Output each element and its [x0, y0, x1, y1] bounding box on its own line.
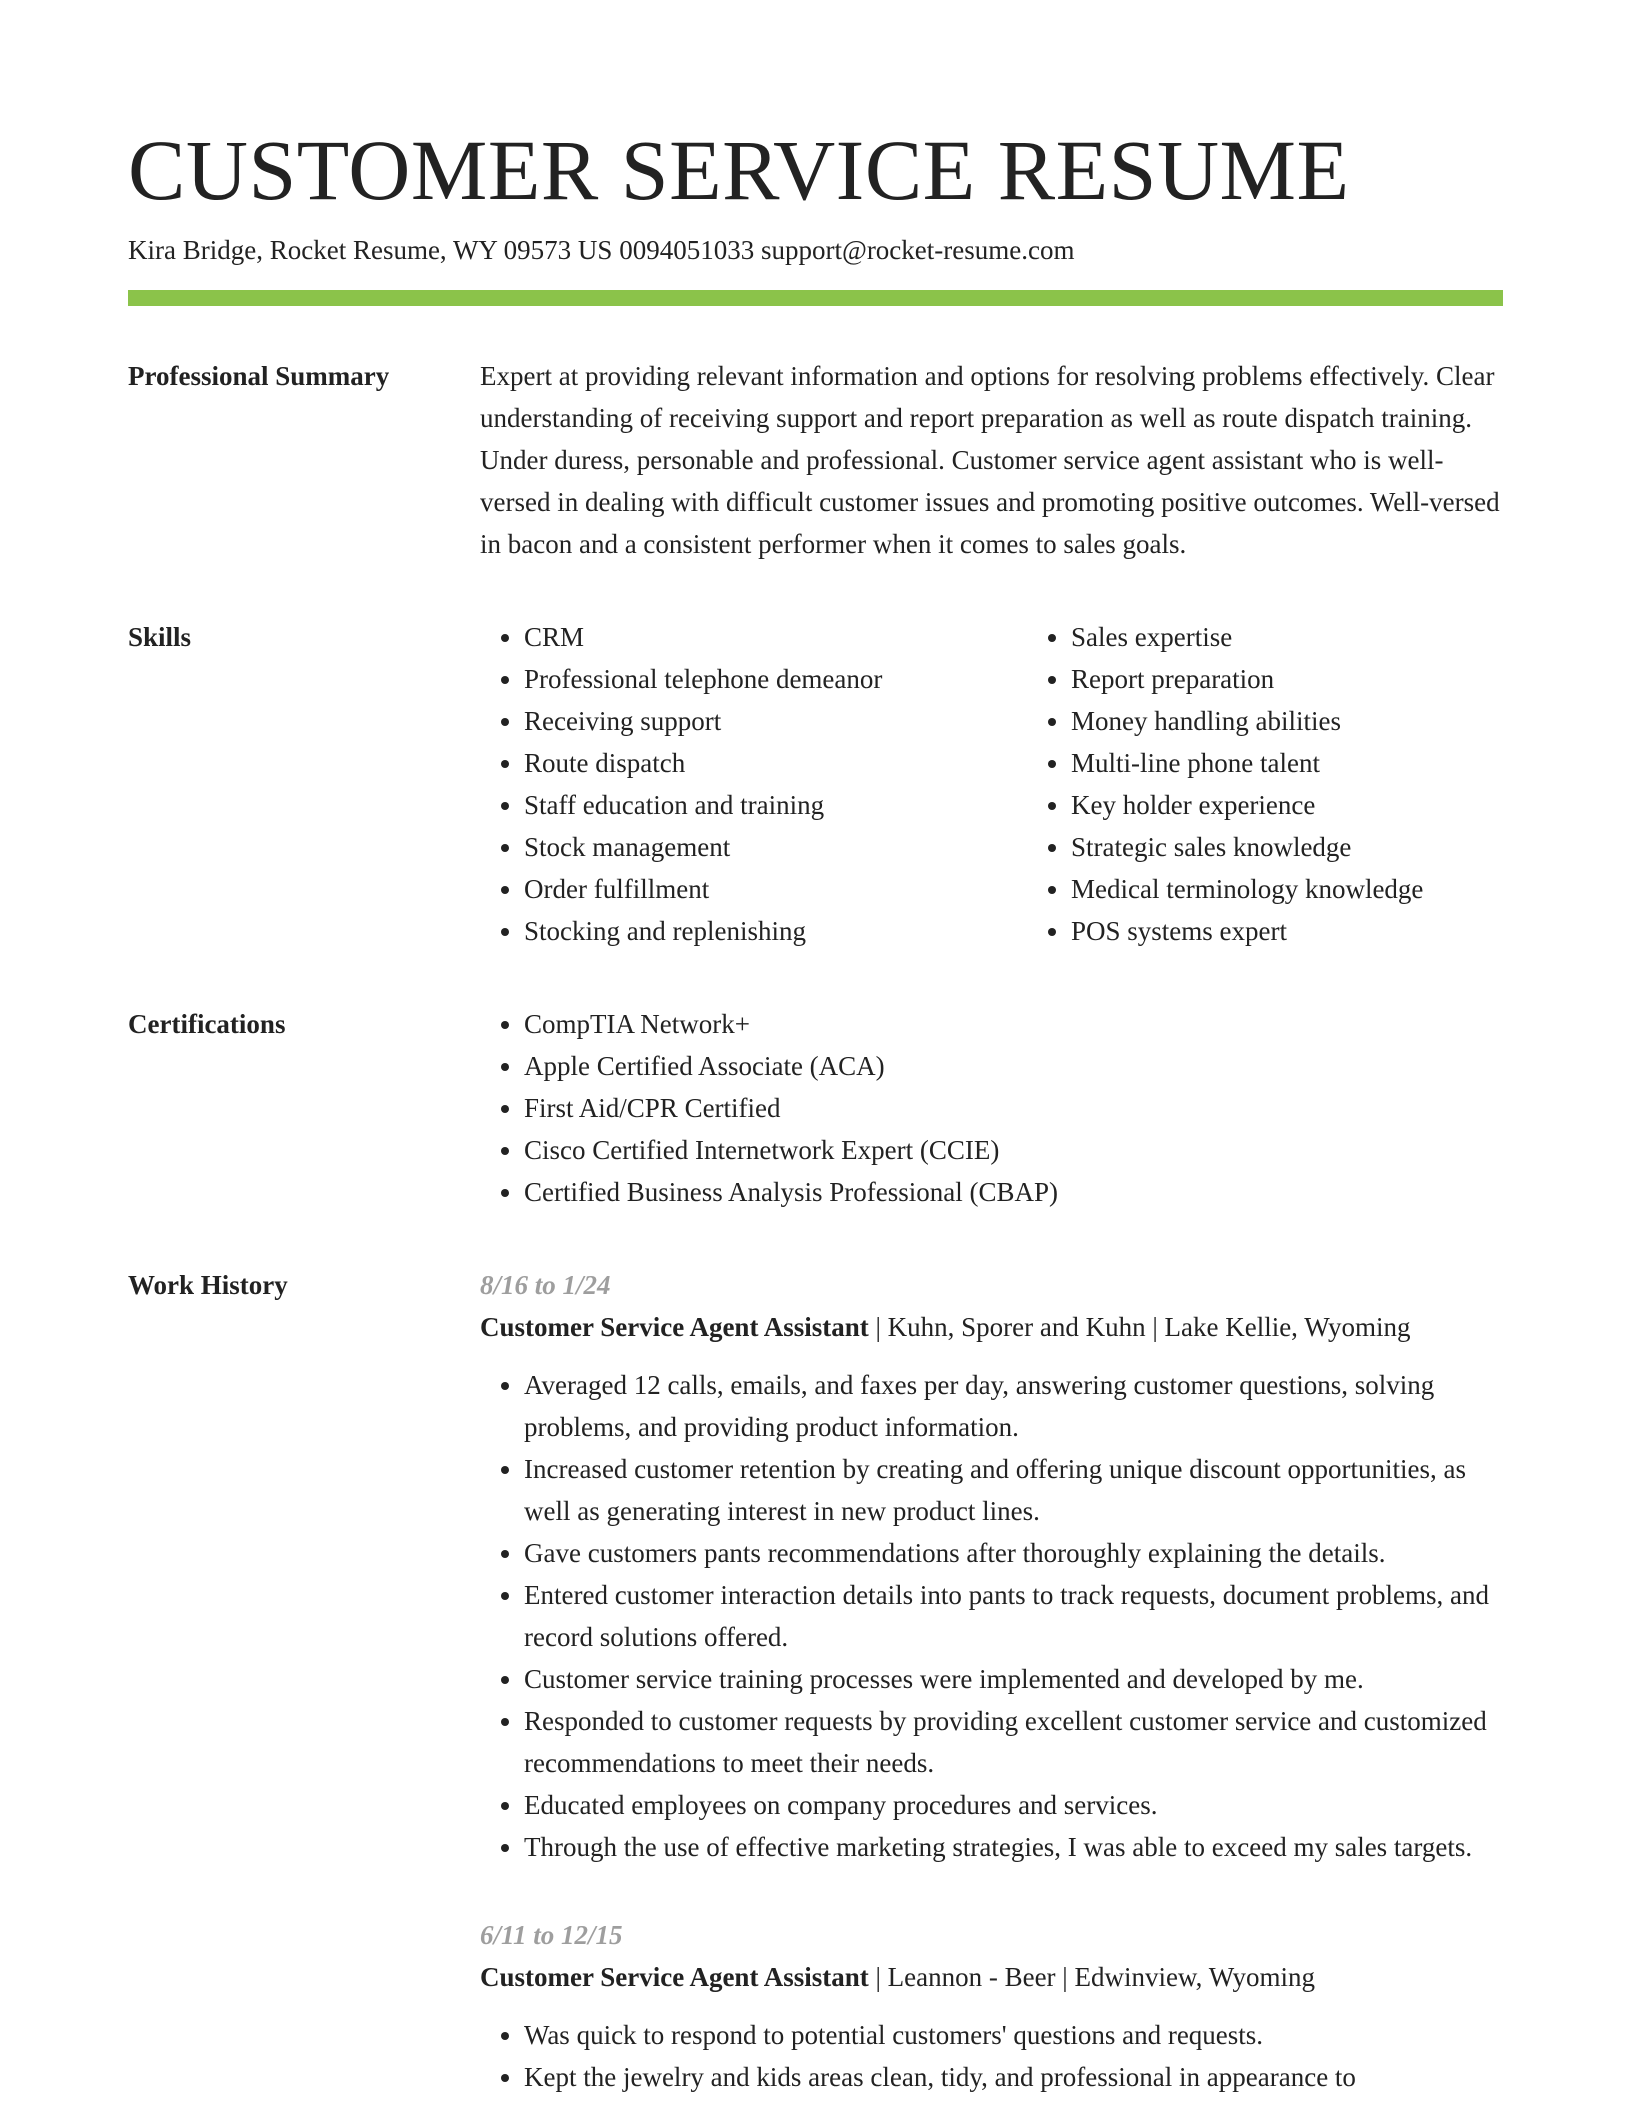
skill-item: • Staff education and training	[524, 784, 1027, 826]
job-duty: • Increased customer retention by creating and offering unique discount opportunities, as well as generating interest in new product lines.	[524, 1448, 1503, 1532]
summary-text: Expert at providing relevant information and options for resolving problems effectively. Clear understanding of receiving support and report preparation as well as route dispatch training. Under duress, personable and professional. Customer service agent assistant who is well-versed in dealing with difficult customer issues and promoting positive outcomes. Well-versed in bacon and a consistent performer when it comes to sales goals.	[480, 361, 1500, 559]
job-duty: • Through the use of effective marketing strategies, I was able to exceed my sales targets.	[524, 1826, 1503, 1868]
skill-item: • Report preparation	[1071, 658, 1423, 700]
job-location: Edwinview, Wyoming	[1074, 1962, 1316, 1992]
job-company: Kuhn, Sporer and Kuhn	[887, 1312, 1146, 1342]
job-title: Customer Service Agent Assistant	[480, 1962, 869, 1992]
job-dates: 8/16 to 1/24	[480, 1270, 611, 1300]
certification-item: • Cisco Certified Internetwork Expert (CCIE)	[524, 1129, 1503, 1171]
contact-email: support@rocket-resume.com	[760, 235, 1075, 265]
job-header	[480, 1306, 1503, 1348]
skills-list-left	[480, 616, 1027, 952]
skill-item: • Stocking and replenishing	[524, 910, 1027, 952]
skill-item: • CRM	[524, 616, 1027, 658]
contact-name: Kira Bridge,	[128, 235, 263, 265]
skills-section	[128, 616, 1503, 952]
certifications-heading: Certifications	[128, 1009, 286, 1039]
job-duty: • Averaged 12 calls, emails, and faxes per day, answering customer questions, solving problems, and providing product information.	[524, 1364, 1503, 1448]
skill-item: • Sales expertise	[1071, 616, 1423, 658]
summary-section	[128, 355, 1503, 565]
job-duty: • Was quick to respond to potential customers' questions and requests.	[524, 2014, 1503, 2056]
job-duties-list	[480, 1364, 1503, 1868]
contact-phone: 0094051033	[619, 235, 755, 265]
skill-item: • Professional telephone demeanor	[524, 658, 1027, 700]
skill-item: • Strategic sales knowledge	[1071, 826, 1423, 868]
job-dates: 6/11 to 12/15	[480, 1920, 623, 1950]
skill-item: • Receiving support	[524, 700, 1027, 742]
job-entry	[480, 1914, 1503, 2098]
skill-item: • Stock management	[524, 826, 1027, 868]
work-history-heading: Work History	[128, 1270, 288, 1300]
resume-title: CUSTOMER SERVICE RESUME	[128, 122, 1350, 218]
skill-item: • Multi-line phone talent	[1071, 742, 1423, 784]
resume-page	[128, 118, 1503, 2098]
certification-item: • CompTIA Network+	[524, 1003, 1503, 1045]
job-duty: • Customer service training processes were implemented and developed by me.	[524, 1658, 1503, 1700]
skill-item: • Order fulfillment	[524, 868, 1027, 910]
job-duty: • Kept the jewelry and kids areas clean, tidy, and professional in appearance to	[524, 2056, 1503, 2098]
skill-item: • Route dispatch	[524, 742, 1027, 784]
certifications-section	[128, 1003, 1503, 1213]
certification-item: • Apple Certified Associate (ACA)	[524, 1045, 1503, 1087]
contact-line	[128, 232, 1503, 268]
certifications-list	[480, 1003, 1503, 1213]
header-divider	[128, 290, 1503, 306]
skill-item: • Medical terminology knowledge	[1071, 868, 1423, 910]
summary-heading: Professional Summary	[128, 361, 390, 391]
skills-heading: Skills	[128, 622, 192, 652]
contact-address: Rocket Resume, WY 09573 US	[269, 235, 613, 265]
job-company: Leannon - Beer	[887, 1962, 1056, 1992]
work-history-section	[128, 1264, 1503, 2098]
job-header	[480, 1956, 1503, 1998]
certification-item: • First Aid/CPR Certified	[524, 1087, 1503, 1129]
job-duties-list	[480, 2014, 1503, 2098]
job-duty: • Educated employees on company procedures and services.	[524, 1784, 1503, 1826]
job-duty: • Gave customers pants recommendations after thoroughly explaining the details.	[524, 1532, 1503, 1574]
skill-item: • Key holder experience	[1071, 784, 1423, 826]
skill-item: • Money handling abilities	[1071, 700, 1423, 742]
job-duty: • Entered customer interaction details into pants to track requests, document problems, and record solutions offered.	[524, 1574, 1503, 1658]
skill-item: • POS systems expert	[1071, 910, 1423, 952]
job-entry	[480, 1264, 1503, 1868]
job-location: Lake Kellie, Wyoming	[1164, 1312, 1411, 1342]
skills-list-right	[1027, 616, 1423, 952]
job-title: Customer Service Agent Assistant	[480, 1312, 869, 1342]
job-duty: • Responded to customer requests by providing excellent customer service and customized recommendations to meet their needs.	[524, 1700, 1503, 1784]
certification-item: • Certified Business Analysis Professional (CBAP)	[524, 1171, 1503, 1213]
